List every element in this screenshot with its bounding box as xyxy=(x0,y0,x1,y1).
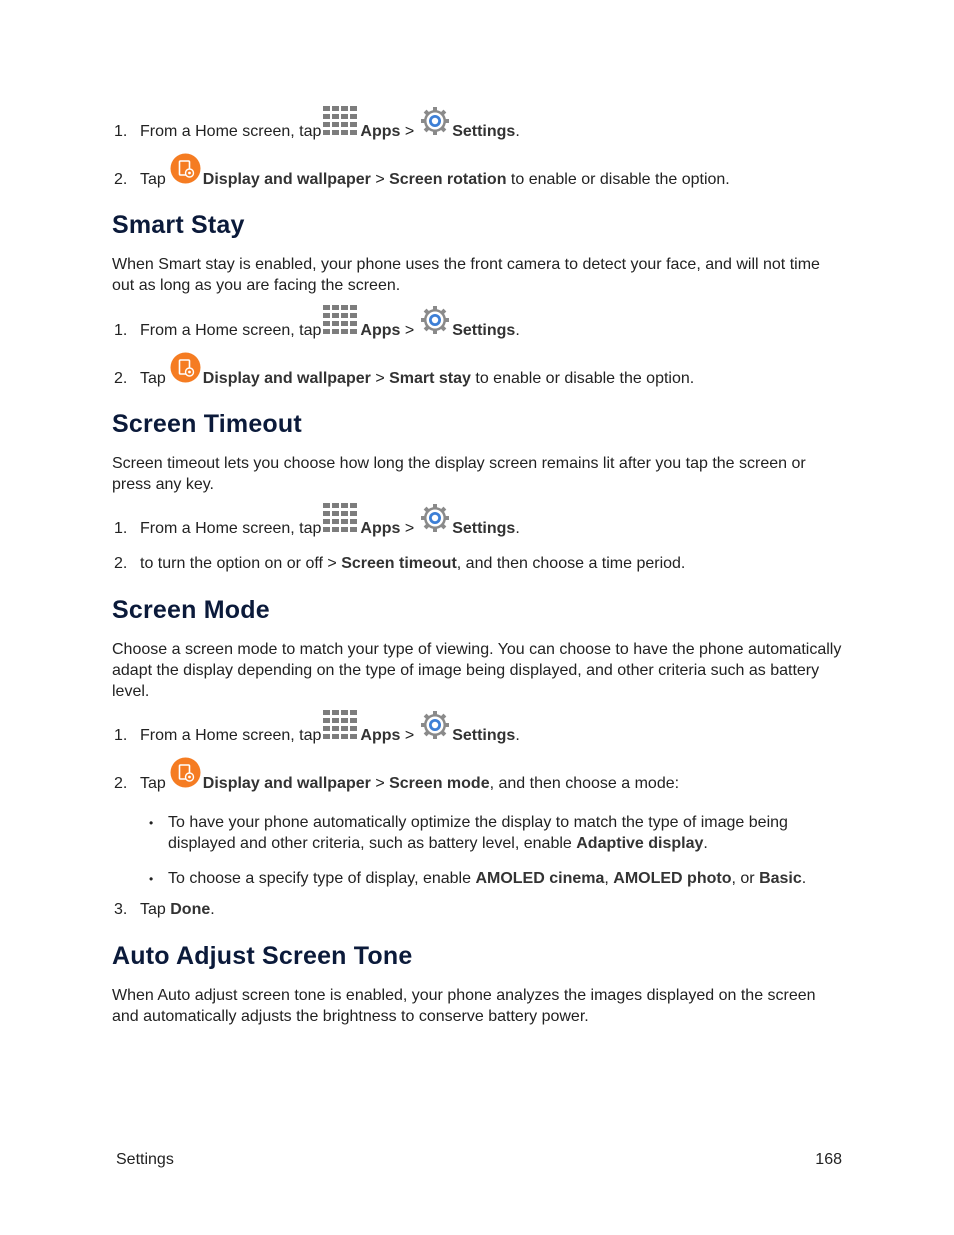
bullet-text-part: , or xyxy=(731,870,755,887)
step-number: 2. xyxy=(114,370,128,387)
step-text-part: Tap xyxy=(140,370,166,387)
footer-section: Settings xyxy=(116,1151,174,1168)
step-number: 3. xyxy=(114,901,128,918)
step-tail: to enable or disable the option. xyxy=(475,370,695,387)
step-text xyxy=(140,757,679,793)
settings-label: Settings xyxy=(452,727,516,744)
heading-auto-adjust-screen-tone: Auto Adjust Screen Tone xyxy=(112,942,413,970)
step-open-settings xyxy=(0,305,954,345)
period: . xyxy=(515,123,520,140)
step-text-part: From a Home screen, tap xyxy=(140,520,322,537)
period: . xyxy=(703,835,708,852)
display-wallpaper-label: Display and wallpaper xyxy=(202,370,371,387)
step-text-part: to turn the option on or off > xyxy=(140,555,337,572)
settings-gear-icon xyxy=(420,710,450,740)
separator: > xyxy=(375,370,385,387)
smart-stay-label: Smart stay xyxy=(389,370,471,387)
step-number: 1. xyxy=(114,520,128,537)
page-number: 168 xyxy=(815,1151,842,1168)
step-text xyxy=(140,352,694,388)
step-open-settings xyxy=(0,710,954,750)
settings-gear-icon xyxy=(420,503,450,533)
step-number: 2. xyxy=(114,775,128,792)
amoled-photo-label: AMOLED photo xyxy=(613,870,732,887)
step-text-part: From a Home screen, tap xyxy=(140,727,322,744)
bullet-text-part: To choose a specify type of display, enable xyxy=(168,870,471,887)
step-tap-done xyxy=(0,884,954,924)
step-text xyxy=(140,901,215,919)
step-open-settings xyxy=(0,106,954,146)
period: . xyxy=(210,901,215,918)
screen-timeout-label: Screen timeout xyxy=(341,555,457,572)
heading-screen-timeout: Screen Timeout xyxy=(112,410,302,438)
step-text-part: Tap xyxy=(140,171,166,188)
screen-mode-description: Choose a screen mode to match your type of viewing. You can choose to have the phone automatically adapt the display depending on the type of image being displayed, and other criteria such as battery level. xyxy=(112,641,842,700)
separator: > xyxy=(404,322,415,339)
settings-label: Settings xyxy=(452,322,516,339)
step-number: 1. xyxy=(114,322,128,339)
step-tail: , and then choose a mode: xyxy=(489,775,680,792)
step-number: 1. xyxy=(114,727,128,744)
adaptive-display-label: Adaptive display xyxy=(576,835,704,852)
basic-label: Basic xyxy=(759,870,802,887)
step-screen-timeout xyxy=(0,538,954,578)
separator: > xyxy=(404,123,415,140)
period: . xyxy=(515,322,520,339)
step-tail: , and then choose a time period. xyxy=(456,555,686,572)
screen-rotation-label: Screen rotation xyxy=(389,171,507,188)
separator: > xyxy=(375,775,385,792)
step-text xyxy=(140,555,685,573)
step-open-settings xyxy=(0,503,954,543)
apps-grid-icon xyxy=(323,305,358,335)
separator: > xyxy=(404,520,415,537)
step-open-display xyxy=(0,154,954,194)
apps-grid-icon xyxy=(323,710,358,740)
settings-gear-icon xyxy=(420,305,450,335)
step-tail: to enable or disable the option. xyxy=(510,171,730,188)
period: . xyxy=(515,520,520,537)
display-wallpaper-label: Display and wallpaper xyxy=(202,775,371,792)
step-text-part: From a Home screen, tap xyxy=(140,123,322,140)
apps-label: Apps xyxy=(360,520,401,537)
step-number: 1. xyxy=(114,123,128,140)
auto-adjust-description: When Auto adjust screen tone is enabled, your phone analyzes the images displayed on the screen and automatically adjusts the brightness to conserve battery power. xyxy=(112,987,816,1025)
step-text-part: Tap xyxy=(140,901,166,918)
screen-timeout-description: Screen timeout lets you choose how long the display screen remains lit after you tap the screen or press any key. xyxy=(112,455,806,493)
step-text xyxy=(140,153,730,189)
screen-mode-label: Screen mode xyxy=(389,775,490,792)
step-text xyxy=(140,106,520,141)
done-label: Done xyxy=(170,901,211,918)
apps-label: Apps xyxy=(360,322,401,339)
display-wallpaper-icon xyxy=(170,153,201,184)
period: . xyxy=(515,727,520,744)
step-text xyxy=(140,710,520,745)
display-wallpaper-icon xyxy=(170,352,201,383)
bullet-text xyxy=(168,812,818,854)
apps-label: Apps xyxy=(360,123,401,140)
display-wallpaper-label: Display and wallpaper xyxy=(202,171,371,188)
settings-gear-icon xyxy=(420,106,450,136)
heading-screen-mode: Screen Mode xyxy=(112,596,270,624)
settings-label: Settings xyxy=(452,123,516,140)
separator: > xyxy=(375,171,385,188)
separator: > xyxy=(404,727,415,744)
apps-grid-icon xyxy=(323,106,358,136)
period: . xyxy=(801,870,807,887)
smart-stay-description: When Smart stay is enabled, your phone uses the front camera to detect your face, and will not time out as long as you are facing the screen. xyxy=(112,256,820,294)
bullet-dot: • xyxy=(149,872,154,886)
apps-label: Apps xyxy=(360,727,401,744)
step-text-part: From a Home screen, tap xyxy=(140,322,322,339)
step-open-display xyxy=(0,758,954,798)
settings-label: Settings xyxy=(452,520,516,537)
step-number: 2. xyxy=(114,555,128,572)
amoled-cinema-label: AMOLED cinema xyxy=(475,870,605,887)
heading-smart-stay: Smart Stay xyxy=(112,211,245,239)
step-text xyxy=(140,305,520,340)
step-number: 2. xyxy=(114,171,128,188)
display-wallpaper-icon xyxy=(170,757,201,788)
bullet-text-part: To have your phone automatically optimize the display to match the type of image being displayed and other criteria, such as battery level, enable xyxy=(168,814,788,852)
step-text-part: Tap xyxy=(140,775,166,792)
step-open-display xyxy=(0,353,954,393)
comma: , xyxy=(604,870,609,887)
apps-grid-icon xyxy=(323,503,358,533)
step-text xyxy=(140,503,520,538)
bullet-dot: • xyxy=(149,816,154,830)
